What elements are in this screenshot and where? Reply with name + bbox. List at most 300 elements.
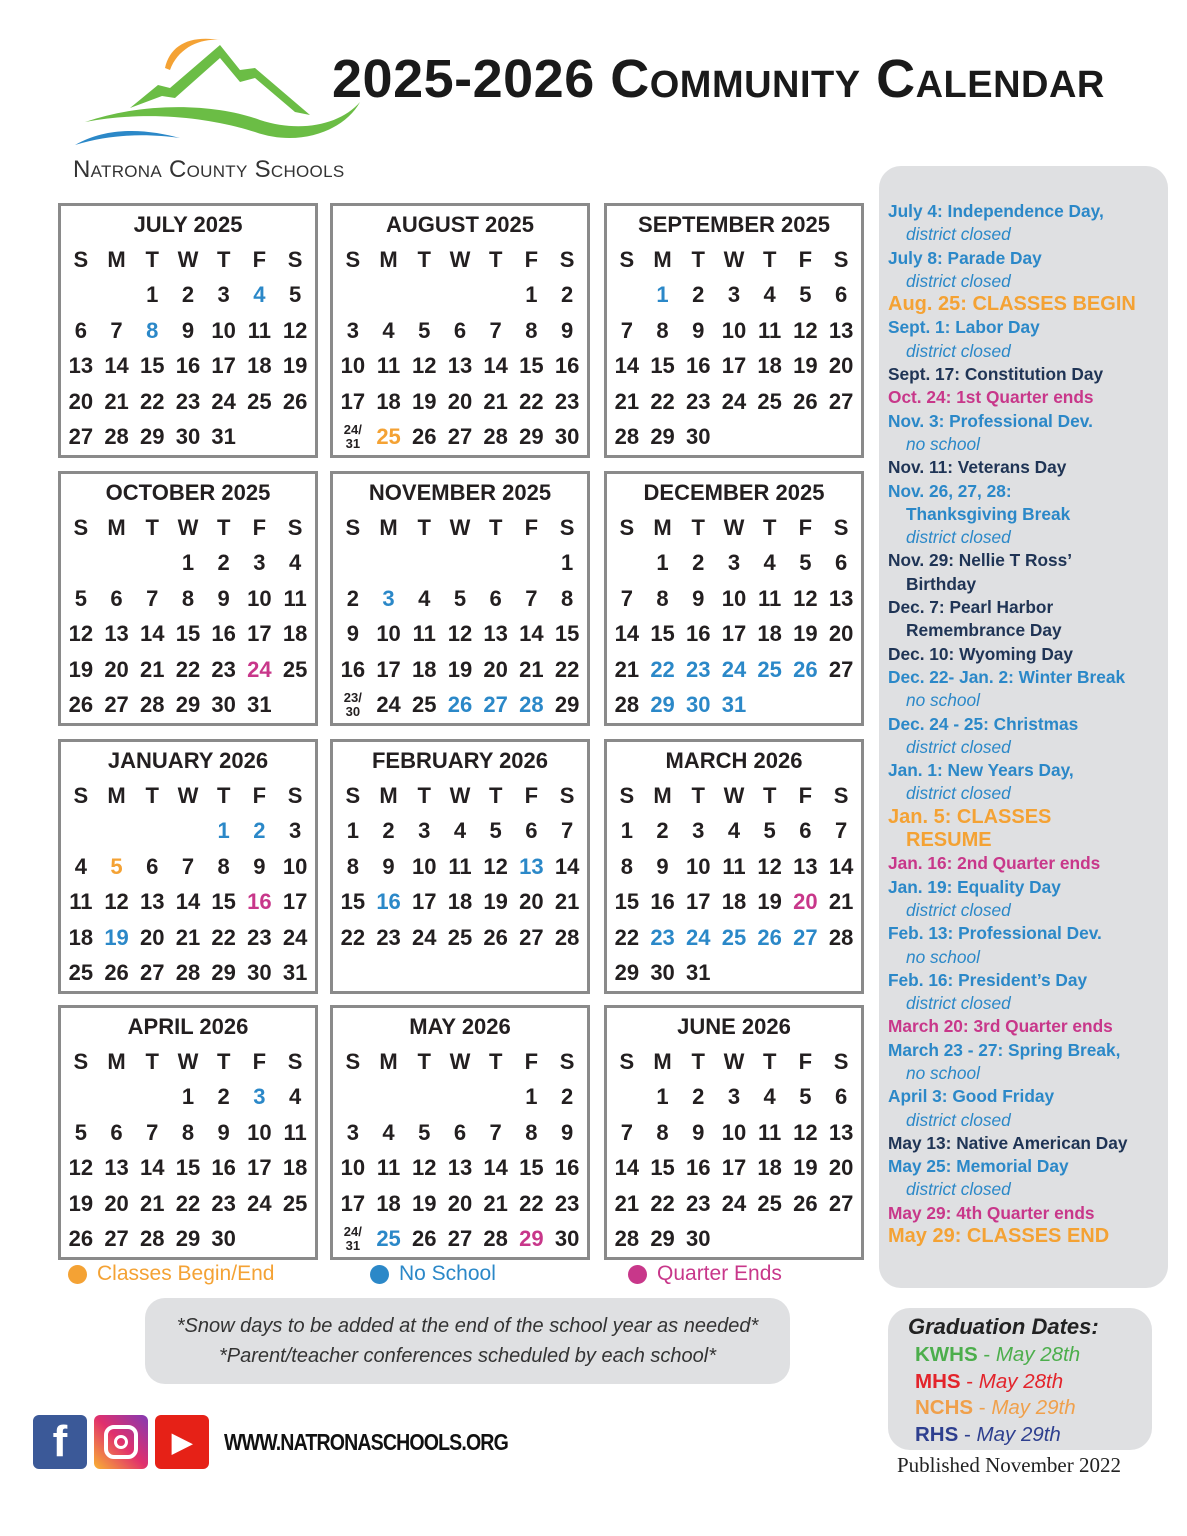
- day-cell: 8: [146, 317, 159, 343]
- note-snow: *Snow days to be added at the end of the school year as needed*: [176, 1315, 759, 1337]
- month-calendar: [58, 471, 318, 726]
- day-cell: 11: [247, 317, 271, 343]
- day-cell: 11: [283, 585, 307, 611]
- day-cell: 19: [104, 924, 129, 950]
- weekday-header: S: [345, 514, 361, 540]
- day-cell: 23: [554, 388, 580, 414]
- weekday-header: M: [653, 1048, 672, 1074]
- day-cell: 1: [656, 1084, 669, 1110]
- day-cell: 13: [793, 853, 818, 879]
- event-detail: district closed: [906, 340, 1011, 361]
- day-cell: 5: [763, 818, 776, 844]
- day-cell: 11: [758, 585, 782, 611]
- day-cell: 19: [483, 889, 508, 915]
- merged-day-cell: 24/31: [343, 422, 362, 452]
- day-cell: 14: [614, 621, 640, 647]
- weekday-header: S: [73, 246, 89, 272]
- event-detail: no school: [906, 946, 980, 967]
- day-cell: 14: [828, 853, 854, 879]
- day-cell: 10: [721, 317, 747, 343]
- day-cell: 16: [650, 889, 675, 915]
- day-cell: 26: [793, 388, 818, 414]
- day-cell: 19: [793, 1155, 818, 1181]
- weekday-header: W: [177, 246, 199, 272]
- day-cell: 13: [828, 585, 854, 611]
- day-cell: 18: [412, 656, 437, 682]
- day-cell: 31: [686, 960, 711, 986]
- day-cell: 6: [834, 1084, 848, 1110]
- instagram-icon[interactable]: [94, 1415, 148, 1469]
- day-cell: 20: [793, 889, 818, 915]
- day-cell: 1: [560, 550, 574, 576]
- day-cell: 5: [489, 818, 502, 844]
- graduation-item: MHS - May 28th: [915, 1369, 1064, 1393]
- day-cell: 1: [656, 550, 669, 576]
- day-cell: [442, 278, 478, 314]
- day-cell: 24: [376, 692, 401, 718]
- day-cell: 19: [447, 656, 473, 682]
- event-detail: district closed: [906, 783, 1011, 804]
- day-cell: 23: [686, 656, 711, 682]
- day-cell: 6: [453, 317, 467, 343]
- day-cell: 5: [418, 317, 431, 343]
- day-cell: 26: [68, 692, 94, 718]
- day-cell: 16: [247, 889, 272, 915]
- day-cell: 24: [721, 656, 747, 682]
- day-cell: 11: [376, 1155, 401, 1181]
- weekday-header: M: [653, 514, 672, 540]
- weekday-header: T: [691, 514, 705, 540]
- day-cell: 31: [247, 692, 272, 718]
- day-cell: 14: [554, 853, 580, 879]
- event-item: Sept. 1: Labor Day: [888, 317, 1040, 338]
- event-detail: district closed: [906, 527, 1011, 548]
- month-calendar: [604, 471, 864, 726]
- day-cell: 23: [247, 924, 272, 950]
- weekday-header: F: [252, 1048, 267, 1074]
- day-cell: [371, 278, 407, 314]
- day-cell: 8: [525, 1119, 538, 1145]
- event-detail: Thanksgiving Break: [906, 503, 1071, 524]
- event-item: Feb. 13: Professional Dev.: [888, 923, 1102, 944]
- month-calendar: [604, 739, 864, 994]
- day-cell: 23: [650, 924, 675, 950]
- weekday-header: S: [619, 514, 635, 540]
- day-cell: 30: [650, 960, 675, 986]
- event-item: Jan. 16: 2nd Quarter ends: [888, 853, 1101, 874]
- day-cell: 18: [757, 1155, 782, 1181]
- day-cell: 17: [721, 353, 747, 379]
- day-cell: 27: [828, 388, 854, 414]
- day-cell: 17: [247, 621, 272, 647]
- day-cell: 9: [656, 853, 669, 879]
- day-cell: 26: [68, 1226, 94, 1252]
- day-cell: 4: [382, 317, 395, 343]
- day-cell: 14: [140, 621, 165, 647]
- weekday-header: S: [619, 782, 635, 808]
- day-cell: 22: [614, 924, 640, 950]
- day-cell: 15: [175, 621, 201, 647]
- day-cell: 8: [525, 317, 538, 343]
- day-cell: 30: [175, 424, 201, 450]
- day-cell: 30: [686, 692, 711, 718]
- weekday-header: T: [145, 1048, 159, 1074]
- day-cell: 17: [686, 889, 711, 915]
- day-cell: 28: [614, 1226, 640, 1252]
- day-cell: 25: [247, 388, 272, 414]
- day-cell: [716, 1222, 752, 1258]
- day-cell: [716, 956, 752, 992]
- day-cell: 21: [828, 889, 854, 915]
- pink-dot-icon: [628, 1265, 647, 1284]
- day-cell: 8: [346, 853, 359, 879]
- day-cell: 7: [620, 1119, 633, 1145]
- day-cell: 4: [253, 282, 266, 308]
- weekday-header: W: [723, 246, 745, 272]
- day-cell: 7: [560, 818, 574, 844]
- day-cell: 15: [175, 1155, 201, 1181]
- event-detail: RESUME: [906, 829, 992, 852]
- weekday-header: S: [619, 1048, 635, 1074]
- day-cell: 27: [68, 424, 94, 450]
- page-title: 2025-2026 Community Calendar: [332, 49, 1105, 109]
- weekday-header: S: [833, 246, 849, 272]
- day-cell: 3: [346, 317, 359, 343]
- day-cell: 17: [247, 1155, 272, 1181]
- day-cell: [170, 814, 206, 850]
- day-cell: 27: [483, 692, 508, 718]
- day-cell: 5: [453, 585, 467, 611]
- event-detail: district closed: [906, 1109, 1011, 1130]
- day-cell: 22: [519, 1190, 544, 1216]
- weekday-header: W: [177, 514, 199, 540]
- day-cell: [752, 420, 788, 456]
- event-item: Dec. 7: Pearl Harbor: [888, 597, 1054, 618]
- day-cell: 6: [146, 853, 159, 879]
- day-cell: 13: [104, 1155, 129, 1181]
- day-cell: 11: [412, 621, 436, 647]
- month-title: NOVEMBER 2025: [368, 480, 552, 505]
- weekday-header: M: [653, 782, 672, 808]
- day-cell: 4: [288, 1084, 302, 1110]
- day-cell: [716, 420, 752, 456]
- day-cell: 9: [692, 317, 705, 343]
- day-cell: 2: [692, 550, 705, 576]
- legend-label: Quarter Ends: [657, 1262, 782, 1285]
- day-cell: 30: [686, 424, 711, 450]
- weekday-header: T: [216, 782, 231, 808]
- weekday-header: F: [798, 1048, 813, 1074]
- day-cell: 20: [828, 621, 854, 647]
- day-cell: 15: [340, 889, 366, 915]
- day-cell: [335, 278, 371, 314]
- month-calendar: [58, 1005, 318, 1260]
- day-cell: 3: [346, 1119, 359, 1145]
- day-cell: 25: [757, 1190, 782, 1216]
- day-cell: 12: [483, 853, 508, 879]
- day-cell: 1: [181, 550, 195, 576]
- day-cell: 7: [181, 853, 195, 879]
- legend-no-school: [370, 1262, 496, 1286]
- day-cell: 27: [447, 424, 473, 450]
- day-cell: 10: [686, 853, 711, 879]
- day-cell: 5: [110, 853, 123, 879]
- weekday-header: T: [691, 1048, 705, 1074]
- weekday-header: S: [73, 1048, 89, 1074]
- day-cell: 15: [650, 621, 675, 647]
- natrona-logo: [70, 30, 370, 150]
- weekday-header: T: [488, 1048, 503, 1074]
- event-item: Nov. 26, 27, 28:: [888, 480, 1012, 501]
- graduation-date: May 29th: [976, 1422, 1061, 1446]
- day-cell: 7: [525, 585, 538, 611]
- day-cell: 31: [211, 424, 236, 450]
- day-cell: [99, 278, 135, 314]
- weekday-header: S: [559, 514, 575, 540]
- day-cell: 13: [447, 1155, 473, 1181]
- weekday-header: F: [524, 514, 539, 540]
- day-cell: 18: [757, 353, 782, 379]
- weekday-header: T: [145, 514, 159, 540]
- day-cell: 27: [140, 960, 165, 986]
- weekday-header: T: [417, 1048, 431, 1074]
- day-cell: 5: [74, 1119, 87, 1145]
- day-cell: 24: [211, 388, 236, 414]
- day-cell: 12: [68, 1155, 94, 1181]
- weekday-header: S: [833, 1048, 849, 1074]
- month-title: FEBRUARY 2026: [371, 748, 549, 773]
- day-cell: 28: [104, 424, 129, 450]
- day-cell: 4: [418, 585, 431, 611]
- day-cell: 31: [282, 960, 308, 986]
- day-cell: [823, 420, 859, 456]
- graduation-date: May 28th: [995, 1343, 1081, 1366]
- school-name: NCHS: [915, 1396, 974, 1419]
- day-cell: 16: [686, 621, 711, 647]
- day-cell: 9: [253, 853, 266, 879]
- day-cell: 22: [340, 924, 366, 950]
- day-cell: 16: [211, 1155, 236, 1181]
- event-detail: no school: [906, 433, 980, 454]
- day-cell: 17: [412, 889, 437, 915]
- event-detail: district closed: [906, 270, 1011, 291]
- day-cell: 4: [382, 1119, 395, 1145]
- day-cell: 23: [554, 1190, 580, 1216]
- weekday-header: W: [449, 246, 471, 272]
- day-cell: [134, 814, 170, 850]
- day-cell: [478, 546, 514, 582]
- day-cell: 18: [282, 621, 308, 647]
- day-cell: 7: [146, 1119, 159, 1145]
- event-item: April 3: Good Friday: [888, 1086, 1055, 1107]
- day-cell: 21: [614, 656, 640, 682]
- day-cell: 8: [656, 317, 669, 343]
- day-cell: [478, 278, 514, 314]
- day-cell: 18: [68, 924, 94, 950]
- weekday-header: S: [559, 246, 575, 272]
- day-cell: 25: [282, 656, 308, 682]
- school-name: MHS: [915, 1369, 961, 1393]
- day-cell: 15: [650, 1155, 675, 1181]
- day-cell: 4: [727, 818, 741, 844]
- day-cell: 23: [376, 924, 401, 950]
- orange-dot-icon: [68, 1265, 87, 1284]
- day-cell: [788, 688, 824, 724]
- day-cell: [823, 1222, 859, 1258]
- day-cell: 21: [175, 924, 201, 950]
- day-cell: 25: [447, 924, 473, 950]
- day-cell: 14: [519, 621, 544, 647]
- weekday-header: T: [417, 246, 431, 272]
- day-cell: 2: [346, 585, 359, 611]
- day-cell: 23: [211, 656, 236, 682]
- day-cell: 3: [217, 282, 230, 308]
- youtube-icon[interactable]: ▶: [155, 1415, 209, 1469]
- day-cell: 3: [253, 1084, 266, 1110]
- day-cell: 15: [211, 889, 236, 915]
- day-cell: 28: [175, 960, 201, 986]
- event-item: Nov. 11: Veterans Day: [888, 457, 1067, 478]
- day-cell: 2: [692, 1084, 705, 1110]
- day-cell: 16: [211, 621, 236, 647]
- month-calendar: [330, 203, 590, 458]
- graduation-item: KWHS - May 28th: [915, 1343, 1081, 1366]
- month-calendar: [330, 739, 590, 994]
- day-cell: 26: [282, 388, 308, 414]
- day-cell: 15: [140, 353, 165, 379]
- day-cell: 19: [757, 889, 782, 915]
- day-cell: 24: [247, 656, 272, 682]
- day-cell: [752, 1222, 788, 1258]
- weekday-header: S: [559, 1048, 575, 1074]
- day-cell: 26: [104, 960, 129, 986]
- weekday-header: M: [107, 782, 126, 808]
- weekday-header: M: [107, 246, 126, 272]
- day-cell: 12: [793, 585, 818, 611]
- event-item: Dec. 10: Wyoming Day: [888, 643, 1074, 664]
- day-cell: 15: [554, 621, 580, 647]
- day-cell: 15: [519, 353, 544, 379]
- day-cell: 14: [614, 1155, 640, 1181]
- event-item: July 8: Parade Day: [888, 247, 1042, 268]
- day-cell: [99, 814, 135, 850]
- day-cell: 12: [104, 889, 129, 915]
- day-cell: 5: [418, 1119, 431, 1145]
- day-cell: 7: [620, 317, 633, 343]
- month-title: SEPTEMBER 2025: [638, 212, 830, 237]
- day-cell: 12: [757, 853, 782, 879]
- facebook-icon[interactable]: f: [33, 1415, 87, 1469]
- school-name: RHS: [915, 1422, 959, 1446]
- day-cell: 12: [282, 317, 308, 343]
- day-cell: 29: [175, 1226, 201, 1252]
- day-cell: 6: [110, 1119, 123, 1145]
- event-detail: district closed: [906, 224, 1011, 245]
- weekday-header: S: [345, 246, 361, 272]
- day-cell: 10: [721, 1119, 747, 1145]
- event-item: Jan. 5: CLASSES: [888, 805, 1052, 828]
- day-cell: [609, 1080, 645, 1116]
- website-link[interactable]: WWW.NATRONASCHOOLS.ORG: [224, 1428, 508, 1455]
- day-cell: 21: [140, 656, 165, 682]
- weekday-header: S: [287, 1048, 303, 1074]
- weekday-header: W: [449, 1048, 471, 1074]
- day-cell: [277, 420, 313, 456]
- weekday-header: M: [379, 1048, 398, 1074]
- weekday-header: M: [107, 1048, 126, 1074]
- day-cell: 22: [175, 656, 201, 682]
- day-cell: 6: [110, 585, 123, 611]
- event-item: Aug. 25: CLASSES BEGIN: [888, 293, 1136, 316]
- event-item: Feb. 16: President’s Day: [888, 969, 1088, 990]
- day-cell: 9: [217, 585, 230, 611]
- graduation-title: Graduation Dates:: [908, 1314, 1099, 1339]
- day-cell: 13: [68, 353, 94, 379]
- day-cell: 3: [382, 585, 395, 611]
- day-cell: 27: [519, 924, 544, 950]
- day-cell: [406, 1080, 442, 1116]
- weekday-header: F: [252, 782, 267, 808]
- day-cell: 30: [211, 692, 236, 718]
- day-cell: 15: [650, 353, 675, 379]
- weekday-header: T: [417, 782, 431, 808]
- day-cell: 2: [217, 1084, 230, 1110]
- day-cell: 9: [692, 1119, 705, 1145]
- month-calendar: [604, 203, 864, 458]
- day-cell: [335, 1080, 371, 1116]
- day-cell: 19: [282, 353, 308, 379]
- day-cell: 6: [489, 585, 502, 611]
- month-calendar: [604, 1005, 864, 1260]
- day-cell: 6: [834, 550, 848, 576]
- day-cell: 9: [692, 585, 705, 611]
- day-cell: 22: [650, 388, 675, 414]
- weekday-header: F: [798, 782, 813, 808]
- day-cell: [335, 1222, 371, 1258]
- day-cell: 1: [525, 1084, 538, 1110]
- day-cell: 5: [799, 550, 812, 576]
- event-item: Sept. 17: Constitution Day: [888, 364, 1104, 385]
- day-cell: 2: [656, 818, 669, 844]
- weekday-header: S: [559, 782, 575, 808]
- weekday-header: F: [524, 1048, 539, 1074]
- day-cell: 16: [554, 353, 580, 379]
- day-cell: [63, 814, 99, 850]
- day-cell: 24: [686, 924, 711, 950]
- weekday-header: M: [379, 246, 398, 272]
- month-title: OCTOBER 2025: [105, 480, 271, 505]
- day-cell: 17: [211, 353, 236, 379]
- weekday-header: T: [145, 246, 159, 272]
- day-cell: 20: [519, 889, 544, 915]
- weekday-header: S: [287, 782, 303, 808]
- day-cell: 28: [519, 692, 544, 718]
- weekday-header: T: [145, 782, 159, 808]
- day-cell: 3: [727, 550, 741, 576]
- event-item: Dec. 24 - 25: Christmas: [888, 713, 1079, 734]
- day-cell: 11: [376, 353, 401, 379]
- day-cell: [788, 956, 824, 992]
- day-cell: 13: [828, 1119, 854, 1145]
- day-cell: 2: [560, 1084, 574, 1110]
- weekday-header: T: [691, 246, 705, 272]
- day-cell: 8: [560, 585, 574, 611]
- legend-classes: [68, 1262, 274, 1286]
- weekday-header: S: [287, 514, 303, 540]
- day-cell: 13: [447, 353, 473, 379]
- day-cell: 19: [793, 621, 818, 647]
- day-cell: 10: [721, 585, 747, 611]
